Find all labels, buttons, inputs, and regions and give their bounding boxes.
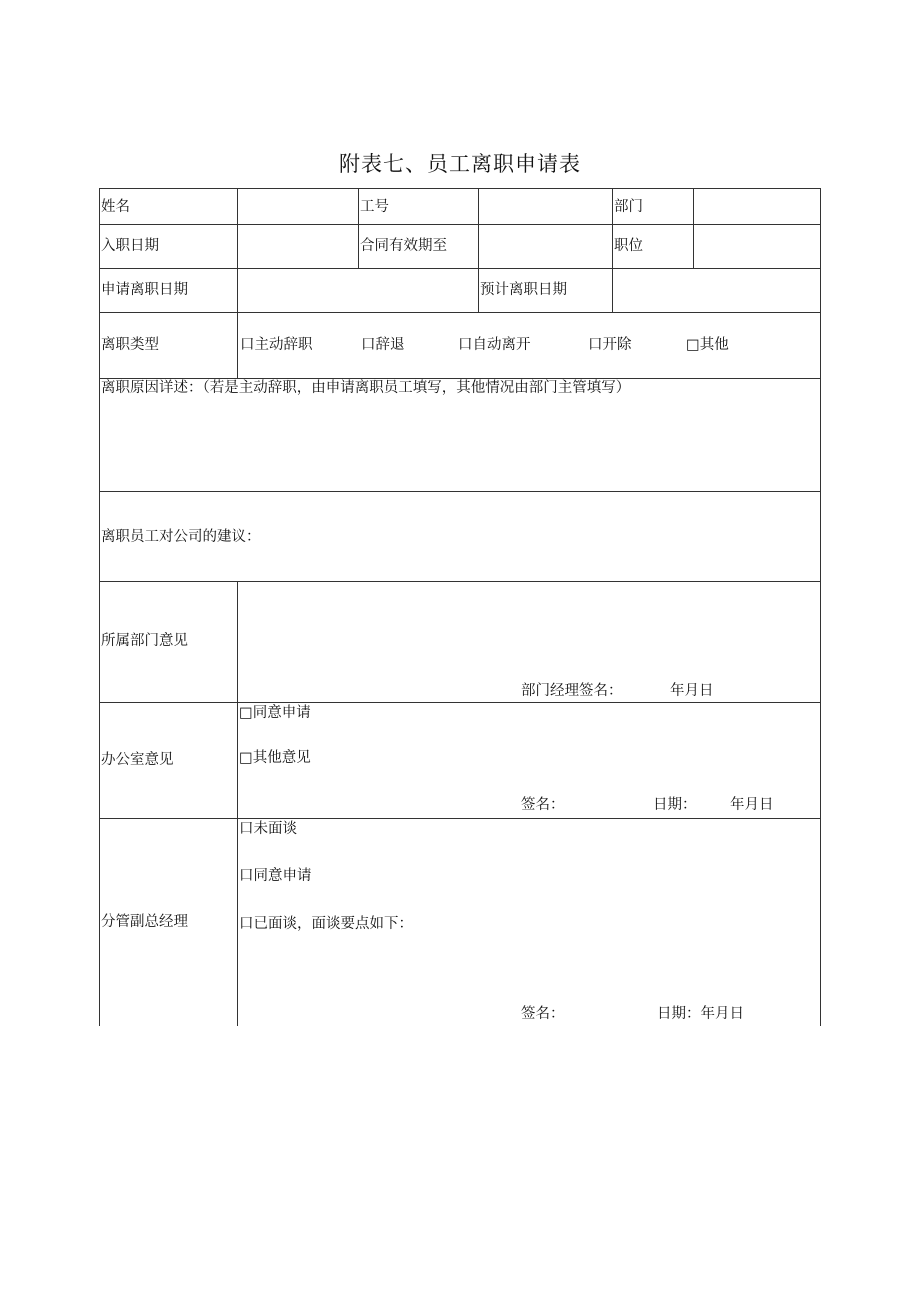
vp-not-interviewed-checkbox[interactable]: 口未面谈 bbox=[239, 821, 297, 837]
row-divider bbox=[99, 312, 821, 313]
row-divider bbox=[99, 491, 821, 492]
col-divider bbox=[693, 188, 694, 268]
col-divider bbox=[478, 188, 479, 312]
office-sign-label: 签名： bbox=[521, 797, 565, 813]
reason-label: 离职原因详述：（若是主动辞职，由申请离职员工填写，其他情况由部门主管填写） bbox=[101, 380, 631, 396]
office-other-checkbox[interactable]: □其他意见 bbox=[239, 750, 311, 766]
type-option-left[interactable]: 口自动离开 bbox=[458, 337, 531, 353]
type-option-voluntary[interactable]: 口主动辞职 bbox=[240, 337, 313, 353]
table-border bbox=[99, 188, 821, 189]
office-opinion-label: 办公室意见 bbox=[101, 752, 174, 768]
col-divider bbox=[612, 188, 613, 312]
row-divider bbox=[99, 818, 821, 819]
table-border bbox=[820, 188, 821, 1026]
col-divider bbox=[358, 188, 359, 268]
form-title: 附表七、员工离职申请表 bbox=[339, 152, 581, 176]
office-date-value: 年月日 bbox=[730, 797, 774, 813]
employee-id-label: 工号 bbox=[360, 199, 389, 215]
dept-manager-sign-label: 部门经理签名： bbox=[521, 683, 623, 699]
office-date-label: 日期： bbox=[653, 797, 697, 813]
vp-agree-checkbox[interactable]: 口同意申请 bbox=[239, 868, 312, 884]
position-label: 职位 bbox=[614, 238, 643, 254]
expected-resign-date-label: 预计离职日期 bbox=[480, 282, 567, 298]
vp-interviewed-checkbox[interactable]: 口已面谈，面谈要点如下： bbox=[239, 916, 413, 932]
col-divider bbox=[237, 581, 238, 1026]
row-divider bbox=[99, 224, 821, 225]
dept-opinion-label: 所属部门意见 bbox=[101, 633, 188, 649]
vp-date-label: 日期：年月日 bbox=[657, 1006, 744, 1022]
type-option-fired[interactable]: 口开除 bbox=[588, 337, 632, 353]
name-label: 姓名 bbox=[101, 199, 130, 215]
office-agree-checkbox[interactable]: □同意申请 bbox=[239, 705, 311, 721]
resign-type-label: 离职类型 bbox=[101, 337, 159, 353]
row-divider bbox=[99, 702, 821, 703]
row-divider bbox=[99, 581, 821, 582]
vp-sign-label: 签名： bbox=[521, 1006, 565, 1022]
type-option-dismissed[interactable]: 口辞退 bbox=[361, 337, 405, 353]
row-divider bbox=[99, 268, 821, 269]
table-border bbox=[99, 188, 100, 1026]
type-option-other[interactable]: □其他 bbox=[686, 337, 729, 353]
suggestion-label: 离职员工对公司的建议： bbox=[101, 529, 261, 545]
apply-resign-date-label: 申请离职日期 bbox=[101, 282, 188, 298]
contract-expiry-label: 合同有效期至 bbox=[360, 238, 447, 254]
row-divider bbox=[99, 378, 821, 379]
col-divider bbox=[237, 188, 238, 378]
department-label: 部门 bbox=[614, 199, 643, 215]
vp-label: 分管副总经理 bbox=[101, 914, 188, 930]
hire-date-label: 入职日期 bbox=[101, 238, 159, 254]
dept-date-label: 年月日 bbox=[670, 683, 714, 699]
